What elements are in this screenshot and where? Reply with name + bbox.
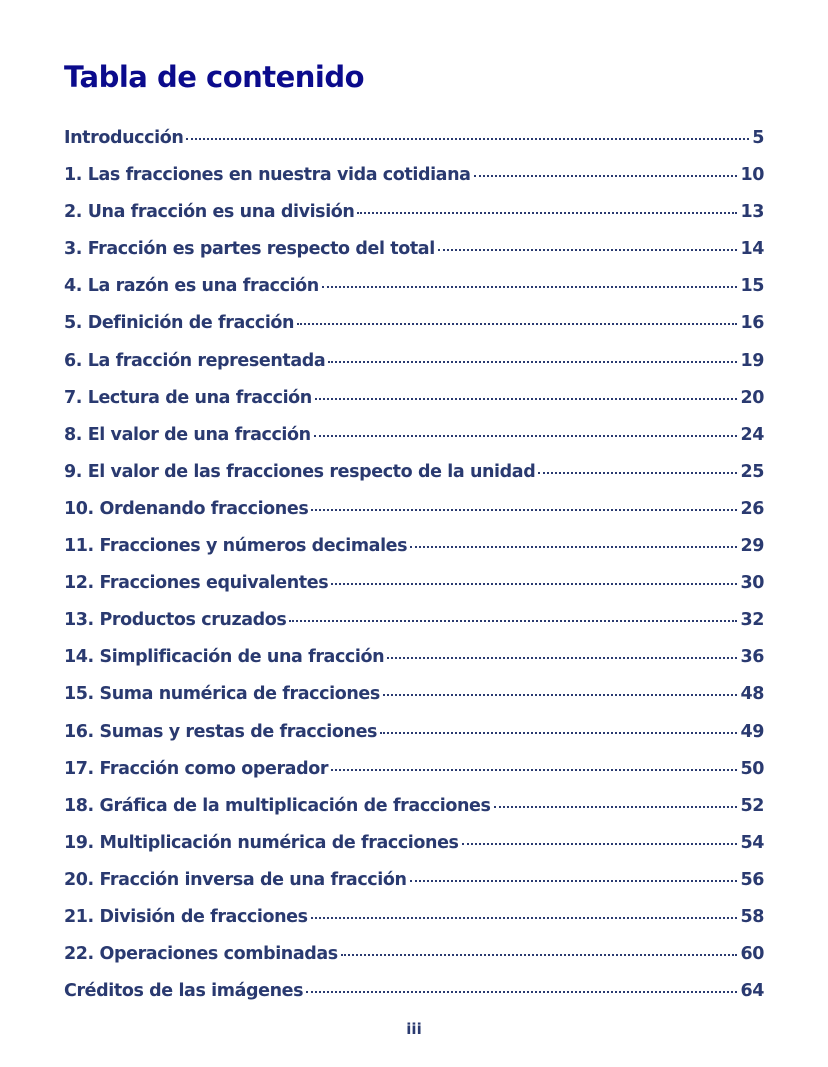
toc-entry-label: 11. Fracciones y números decimales <box>64 536 408 557</box>
toc-entry[interactable] <box>64 981 764 1018</box>
toc-entry-page: 60 <box>740 944 764 965</box>
dot-leader <box>186 138 749 140</box>
toc-entry-page: 13 <box>740 202 764 223</box>
toc-entry[interactable] <box>64 759 764 796</box>
toc-entry-label: 22. Operaciones combinadas <box>64 944 338 965</box>
toc-entry[interactable] <box>64 202 764 239</box>
toc-entry[interactable] <box>64 870 764 907</box>
toc-entry-page: 10 <box>740 165 764 186</box>
toc-entry[interactable] <box>64 313 764 350</box>
dot-leader <box>387 657 737 659</box>
toc-entry-label: 7. Lectura de una fracción <box>64 387 312 408</box>
dot-leader <box>474 175 738 177</box>
toc-entry[interactable] <box>64 128 764 165</box>
toc-entry[interactable] <box>64 573 764 610</box>
toc-entry-page: 49 <box>740 721 764 742</box>
dot-leader <box>314 435 738 437</box>
dot-leader <box>538 472 737 474</box>
dot-leader <box>297 323 737 325</box>
toc-entry-page: 16 <box>740 313 764 334</box>
toc-entry-label: 20. Fracción inversa de una fracción <box>64 869 407 890</box>
toc-entry[interactable] <box>64 907 764 944</box>
dot-leader <box>494 806 738 808</box>
dot-leader <box>311 917 738 919</box>
page-title: Tabla de contenido <box>64 60 365 94</box>
dot-leader <box>331 769 737 771</box>
dot-leader <box>462 843 738 845</box>
toc-entry-label: 1. Las fracciones en nuestra vida cotidiana <box>64 165 471 186</box>
dot-leader <box>380 732 737 734</box>
toc-entry[interactable] <box>64 388 764 425</box>
toc-entry[interactable] <box>64 833 764 870</box>
toc-entry-label: 13. Productos cruzados <box>64 610 287 631</box>
toc-entry-label: 12. Fracciones equivalentes <box>64 573 329 594</box>
dot-leader <box>357 212 737 214</box>
page-number: iii <box>406 1020 422 1038</box>
toc-entry-label: 14. Simplificación de una fracción <box>64 647 385 668</box>
dot-leader <box>289 620 737 622</box>
toc-entry-label: 6. La fracción representada <box>64 350 326 371</box>
toc-entry-label: 9. El valor de las fracciones respecto de la unidad <box>64 461 536 482</box>
toc-entry[interactable] <box>64 351 764 388</box>
toc-entry-label: 18. Gráfica de la multiplicación de fracciones <box>64 795 491 816</box>
toc-entry-page: 20 <box>740 387 764 408</box>
toc-entry-page: 5 <box>752 128 764 148</box>
dot-leader <box>328 361 737 363</box>
toc-entry-page: 15 <box>740 276 764 297</box>
toc-entry-label: 8. El valor de una fracción <box>64 424 311 445</box>
toc-entry[interactable] <box>64 165 764 202</box>
toc-entry[interactable] <box>64 684 764 721</box>
toc-entry-label: Créditos de las imágenes <box>64 981 304 1002</box>
toc-entry-page: 30 <box>740 573 764 594</box>
toc-entry-label: 19. Multiplicación numérica de fracciones <box>64 832 459 853</box>
toc-entry-label: 10. Ordenando fracciones <box>64 498 309 519</box>
toc-entry[interactable] <box>64 276 764 313</box>
toc-entry[interactable] <box>64 462 764 499</box>
dot-leader <box>341 954 738 956</box>
dot-leader <box>311 509 737 511</box>
dot-leader <box>322 286 738 288</box>
toc-entry-page: 48 <box>740 684 764 705</box>
toc-entry-label: 16. Sumas y restas de fracciones <box>64 721 378 742</box>
toc-entry-page: 50 <box>740 758 764 779</box>
toc-entry-label: 21. División de fracciones <box>64 906 308 927</box>
toc-entry[interactable] <box>64 425 764 462</box>
dot-leader <box>306 991 737 993</box>
toc-entry-page: 32 <box>740 610 764 631</box>
toc-entry-label: 2. Una fracción es una división <box>64 202 355 223</box>
toc-entry[interactable] <box>64 239 764 276</box>
toc-entry-label: 3. Fracción es partes respecto del total <box>64 239 435 260</box>
dot-leader <box>331 583 737 585</box>
toc-entry[interactable] <box>64 944 764 981</box>
dot-leader <box>438 249 738 251</box>
table-of-contents <box>64 128 764 1018</box>
toc-entry-label: 4. La razón es una fracción <box>64 276 319 297</box>
toc-entry-page: 29 <box>740 536 764 557</box>
toc-entry[interactable] <box>64 796 764 833</box>
toc-entry-page: 14 <box>740 239 764 260</box>
toc-entry[interactable] <box>64 610 764 647</box>
toc-entry-page: 26 <box>740 498 764 519</box>
toc-entry-label: 5. Definición de fracción <box>64 313 295 334</box>
toc-entry-page: 58 <box>740 906 764 927</box>
toc-entry[interactable] <box>64 647 764 684</box>
toc-entry[interactable] <box>64 722 764 759</box>
toc-entry-label: Introducción <box>64 128 184 148</box>
toc-entry-page: 54 <box>740 832 764 853</box>
toc-entry[interactable] <box>64 536 764 573</box>
dot-leader <box>410 880 738 882</box>
dot-leader <box>315 398 738 400</box>
toc-entry-page: 25 <box>740 461 764 482</box>
toc-entry[interactable] <box>64 499 764 536</box>
toc-entry-label: 15. Suma numérica de fracciones <box>64 684 380 705</box>
toc-entry-page: 52 <box>740 795 764 816</box>
toc-entry-page: 56 <box>740 869 764 890</box>
toc-entry-page: 36 <box>740 647 764 668</box>
dot-leader <box>383 694 738 696</box>
toc-entry-page: 19 <box>740 350 764 371</box>
dot-leader <box>410 546 737 548</box>
toc-entry-label: 17. Fracción como operador <box>64 758 329 779</box>
toc-entry-page: 64 <box>740 981 764 1002</box>
toc-entry-page: 24 <box>740 424 764 445</box>
